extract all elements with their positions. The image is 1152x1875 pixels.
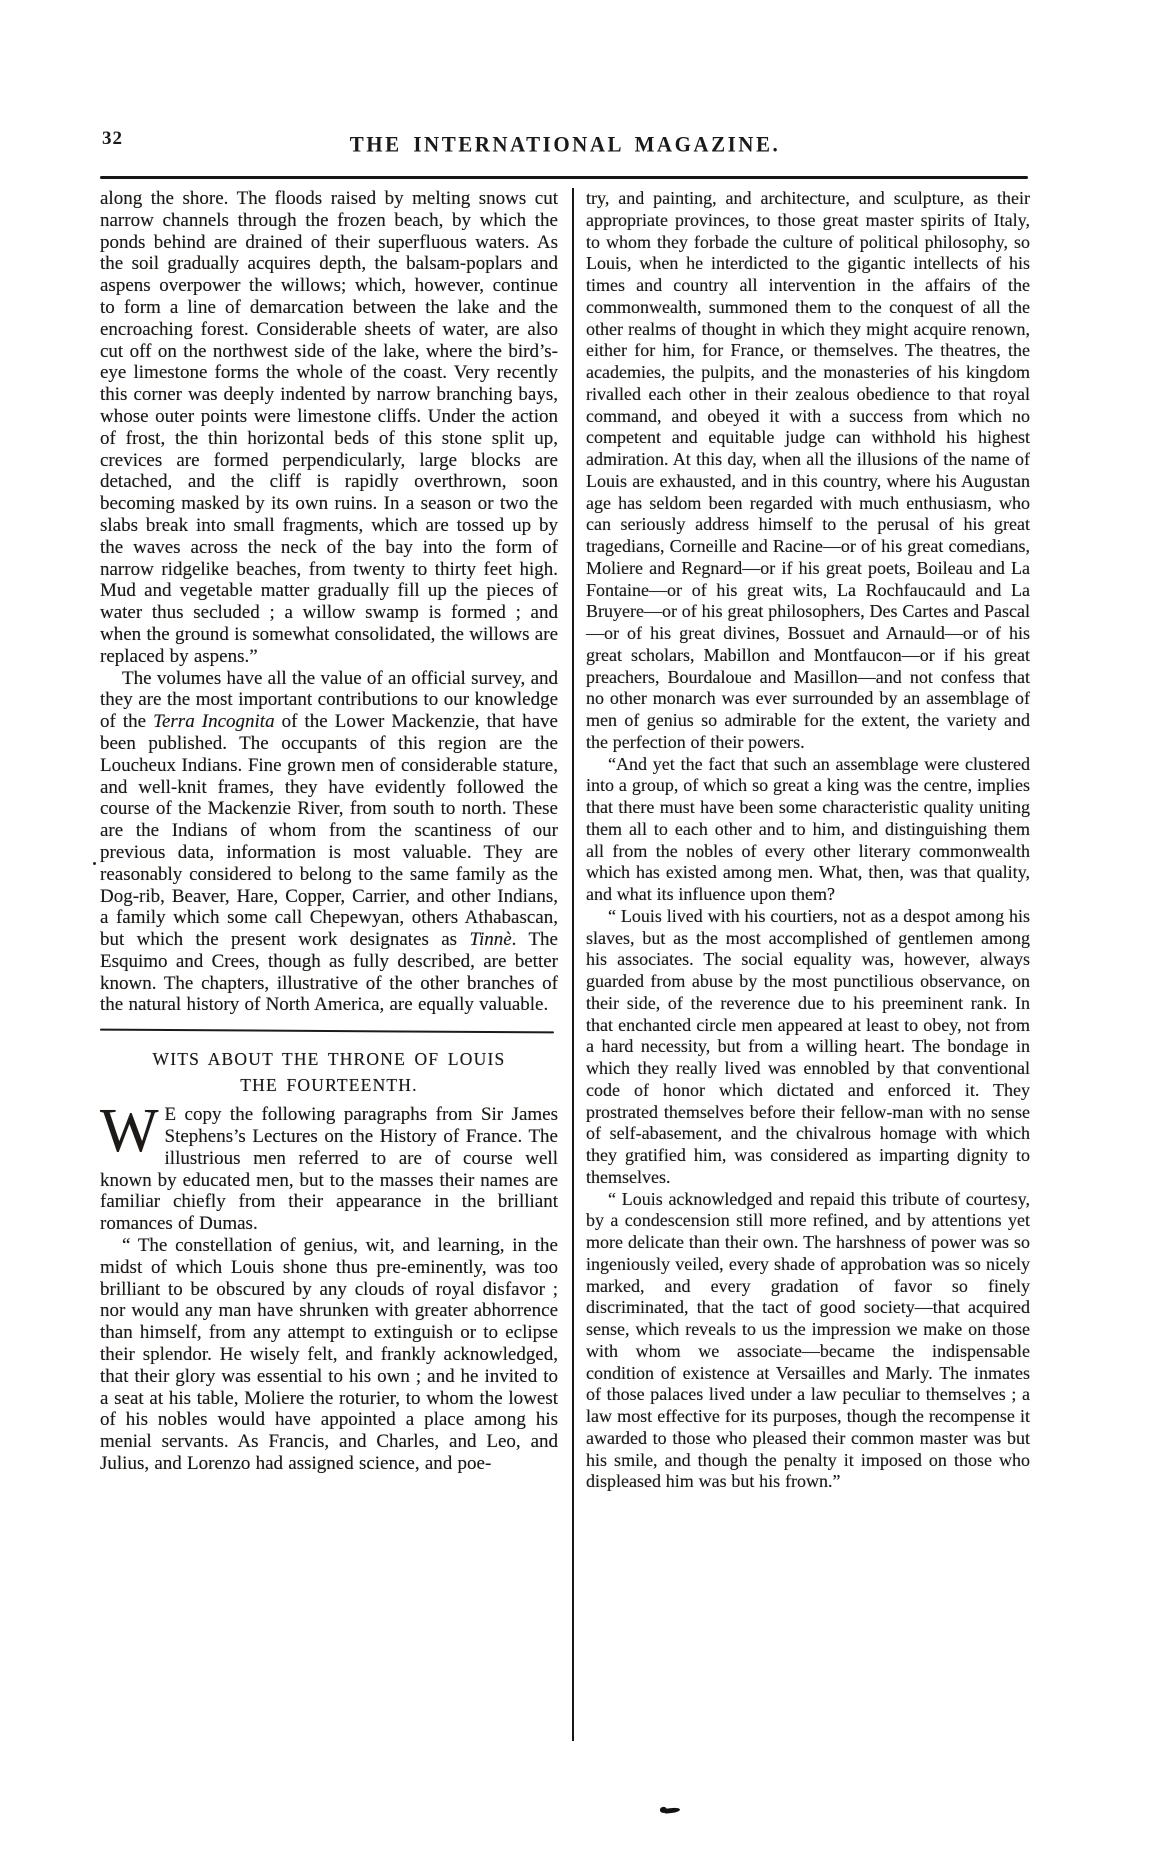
masthead-title: THE INTERNATIONAL MAGAZINE. <box>349 131 781 157</box>
text-run: of the Lower Mackenzie, that have been published. The occupants of this region are the Loucheux Indians. Fine grown men of considerable stature, and well-knit frames, they have evidently followed the course of the Mackenzie River, from south to north. These are the Indians of whom from the scantiness of our previous data, information is most valuable. They are reasonably considered to belong to the same family as the Dog-rib, Beaver, Hare, Copper, Carrier, and other Indians, a family which some call Chepewyan, others Athabascan, but which the present work designates as <box>100 711 558 951</box>
italic-text: Terra Incognita <box>153 711 275 733</box>
header-rule <box>100 176 1028 179</box>
page-number: 32 <box>102 128 123 149</box>
text-run: The volumes have all the value of an official survey, and they are the most important contributions to our knowledge of the <box>100 667 558 733</box>
text-run: E copy the following paragraphs from Sir James Stephens’s Lectures on the History of France. The illustrious men referred to are of course well known by educated men, but to the masses their names are familiar chiefly from their appearance in the brilliant romances of Dumas. <box>100 1104 558 1235</box>
text-run: try, and painting, and architecture, and sculpture, as their appropriate provinces, to those great master spirits of Italy, to whom they forbade the culture of political philosophy, so Louis, when he interdicted to the gigantic intellects of his times and country all intervention in the affairs of the commonwealth, summoned them to the conquest of all the other realms of thought in which they might acquire renown, either for him, for France, or themselves. The theatres, the academies, the pulpits, and the monasteries of his kingdom rivalled each other in their zealous obedience to that royal command, and obeyed it with a success from which no competent and equitable judge can withhold his highest admiration. At this day, when all the illusions of the name of Louis are exhausted, and in this country, where his Augustan age has seldom been regarded with much enthusiasm, who can seriously address himself to the perusal of his great tragedians, Corneille and Racine—or of his great comedians, Moliere and Regnard—or if his great poets, Boileau and La Fontaine—or of his great wits, La Rochfaucauld and La Bruyere—or of his great philosophers, Des Cartes and Pascal—or of his great divines, Bossuet and Arnauld—or of his great scholars, Mabillon and Montfaucon—or if his great preachers, Bourdaloue and Masillon—and not confess that no other monarch was ever surrounded by an assemblage of men of genius so admirable for the extent, the variety and the perfection of their powers. <box>586 188 1030 752</box>
text-block <box>100 118 1030 1741</box>
section-separator-rule <box>100 1029 554 1034</box>
column-divider-rule <box>572 188 574 1741</box>
ink-smudge-mark <box>664 1807 680 1814</box>
section-heading-line2: THE FOURTEENTH. <box>240 1075 418 1096</box>
two-column-layout <box>100 188 1030 1741</box>
section-intro-paragraph <box>100 1097 558 1235</box>
text-run: . The Esquimo and Crees, though as fully described, are better known. The chapters, illustrative of the other branches of the natural history of North America, are equally valuable. <box>100 929 558 1016</box>
text-run: “And yet the fact that such an assemblage were clustered into a group, of which so great a king was the centre, implies that there must have been some characteristic quality uniting them all to each other and to him, and distinguishing them all from the nobles of every other literary commonwealth which has existed among men. What, then, was that quality, and what its influence upon them? <box>586 753 1030 904</box>
ink-speck <box>93 862 96 865</box>
section-heading-line1: WITS ABOUT THE THRONE OF LOUIS <box>152 1049 506 1070</box>
drop-cap: W <box>100 1097 159 1166</box>
article-continuation <box>100 188 558 1016</box>
text-run: along the shore. The floods raised by melting snows cut narrow channels through the frozen beach, by which the ponds behind are drained of their superfluous waters. As the soil gradually acquires depth, the balsam-poplars and aspens overpower the willows; which, however, continue to form a line of demarcation between the lake and the encroaching forest. Considerable sheets of water, are also cut off on the northwest side of the lake, where the bird’s-eye limestone forms the whole of the coast. Very recently this corner was deeply indented by narrow branching bays, whose outer points were limestone cliffs. Under the action of frost, the thin horizontal beds of this stone split up, crevices are formed perpendicularly, large blocks are detached, and the cliff is rapidly overthrown, soon becoming masked by its own ruins. In a season or two the slabs break into small fragments, which are tossed up by the waves across the neck of the bay into the form of narrow ridgelike beaches, from twenty to thirty feet high. Mud and vegetable matter gradually fill up the pieces of water thus secluded ; a willow swamp is formed ; and when the ground is somewhat consolidated, the willows are replaced by aspens.” <box>100 188 558 667</box>
italic-text: Tinnè <box>469 929 512 951</box>
paragraph <box>100 188 558 668</box>
paragraph <box>586 906 1030 1189</box>
article-text <box>586 188 1030 1493</box>
text-run: “ Louis lived with his courtiers, not as a despot among his slaves, but as the most accomplished of gentlemen among his associates. The social equality was, however, always guarded from abuse by the most punctilious observance, on their side, of the reverence due to his preeminent rank. In that enchanted circle men appeared at least to obey, not from a hard necessity, but from a willing heart. The bondage in which they really lived was ennobled by that conventional code of honor which dictated and enforced it. They prostrated themselves before their fellow-man with no sense of self-abasement, and the chivalrous homage with which they gratified him, was considered as imparting dignity to themselves. <box>586 905 1030 1187</box>
text-run: “ Louis acknowledged and repaid this tribute of courtesy, by a condescension still more refined, and by attentions yet more delicate than their own. The harshness of power was so ingeniously veiled, every shade of approbation was so nicely marked, and every gradation of favor so finely discriminated, that the tact of good society—that acquired sense, which reveals to us the impression we make on those with whom we associate—became the indispensable condition of existence at Versailles and Marly. The inmates of those palaces lived under a law peculiar to themselves ; a law most effective for its purposes, though the recompense it awarded to those who pleased their common master was but his smile, and though the penalty it imposed on those who displeased him was but his frown.” <box>586 1188 1030 1492</box>
text-run: “ The constellation of genius, wit, and learning, in the midst of which Louis shone thus pre-eminently, was too brilliant to be obscured by any clouds of royal disfavor ; nor would any man have shrunken with greater abhorrence than himself, from any attempt to extinguish or to eclipse their splendor. He wisely felt, and frankly acknowledged, that their glory was essential to his own ; and he invited to a seat at his table, Moliere the roturier, to whom the lowest of his nobles would have appointed a place among his menial servants. As Francis, and Charles, and Leo, and Julius, and Lorenzo had assigned science, and poe- <box>100 1235 558 1475</box>
paragraph <box>100 668 558 1017</box>
section-quote <box>100 1235 558 1475</box>
paragraph <box>586 1189 1030 1494</box>
page-header <box>100 118 1030 174</box>
left-column <box>100 188 558 1741</box>
paragraph <box>586 188 1030 754</box>
section-heading <box>100 1046 558 1098</box>
paragraph <box>586 754 1030 906</box>
paragraph <box>100 1235 558 1475</box>
intro-text <box>100 1097 558 1235</box>
right-column <box>586 188 1030 1741</box>
